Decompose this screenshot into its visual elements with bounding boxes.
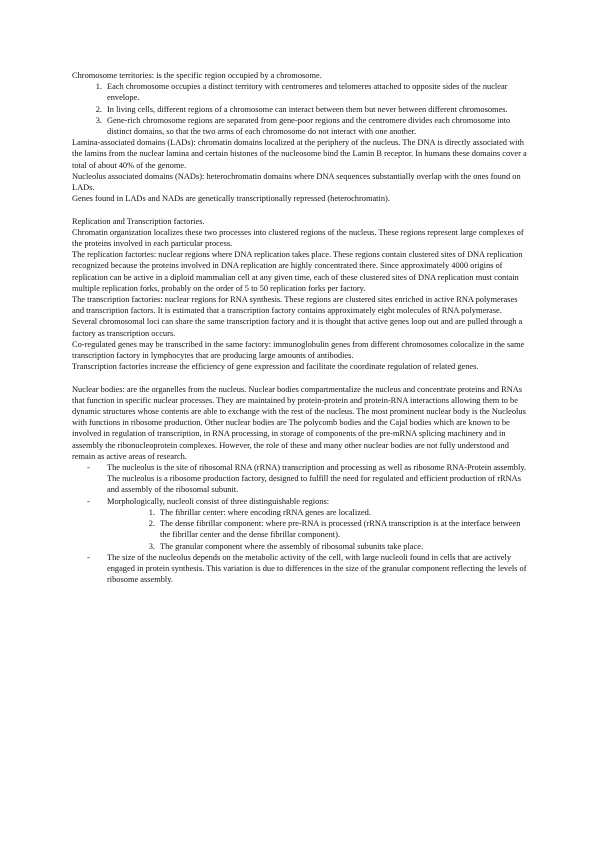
list-item: 3. Gene-rich chromosome regions are separated from gene-poor regions and the centromere divides each chromosome into distinct domains, so that the two arms of each chromosome do not interact with one another. xyxy=(95,115,511,137)
document-body xyxy=(72,70,528,585)
nuclear-bodies-intro: Nuclear bodies: are the organelles from the nucleus. Nuclear bodies compartmentalize the nucleus and concentrate proteins and RNAs that function in specific nuclear processes. They are maintained by protein-protein and protein-RNA interactions allowing them to be dynamic structures whose contents are able to exchange with the rest of the nucleus. The most prominent nuclear body is the Nucleolus with functions in ribosome production. Other nuclear bodies are The polycomb bodies and the Cajal bodies which are known to be involved in regulation of transcription, in RNA processing, in storage of components of the pre-mRNA splicing machinery and in assembly the ribonucleoprotein complexes. However, the role of these and many other nuclear bodies are not fully understood and remain as active areas of research. xyxy=(72,384,526,461)
list-item: - Morphologically, nucleoli consist of three distinguishable regions: xyxy=(87,496,330,506)
replication-p5: Transcription factories increase the efficiency of gene expression and facilitate the coordinate regulation of related genes. xyxy=(72,362,479,372)
list-item: - The nucleolus is the site of ribosomal RNA (rRNA) transcription and processing as well as ribosome RNA-Protein assembly. The nucleolus is a ribosome production factory, designed to fulfill the need for regulated and efficient production of rRNAs and assembly of the ribosomal subunit. xyxy=(87,463,527,495)
nuclear-bodies-list-cont xyxy=(72,552,528,586)
lads-paragraph: Lamina-associated domains (LADs): chromatin domains localized at the periphery of the nucleus. The DNA is directly associated with the lamins from the nuclear lamina and certain histones of the nucleosome bind the Lamin B receptor. In humans these domains cover a total of about 40% of the genome. xyxy=(72,138,527,170)
repressed-paragraph: Genes found in LADs and NADs are genetically transcriptionally repressed (heterochromatin). xyxy=(72,194,390,204)
chromosome-territories-list xyxy=(72,81,528,137)
replication-heading: Replication and Transcription factories. xyxy=(72,216,205,226)
nucleoli-regions-list xyxy=(72,507,528,552)
nuclear-bodies-list xyxy=(72,462,528,507)
list-item: 2. In living cells, different regions of a chromosome can interact between them but never between different chromosomes. xyxy=(95,104,508,114)
replication-p3: The transcription factories: nuclear regions for RNA synthesis. These regions are clustered sites enriched in active RNA polymerases and transcription factors. It is estimated that a transcription factory contains approximately eight molecules of RNA polymerase. Several chromosomal loci can share the same transcription factory and it is thought that active genes loop out and are pulled through a factory as transcription occurs. xyxy=(72,295,523,338)
list-item: 2. The dense fibrillar component: where pre-RNA is processed (rRNA transcription is at the interface between the fibrillar center and the dense fibrillar component). xyxy=(148,519,521,540)
list-item: 3. The granular component where the assembly of ribosomal subunits take place. xyxy=(148,541,424,551)
list-item: 1. Each chromosome occupies a distinct territory with centromeres and telomeres attached to opposite sides of the nuclear envelope. xyxy=(95,82,508,103)
replication-p1: Chromatin organization localizes these two processes into clustered regions of the nucleus. These regions represent large complexes of the proteins involved in each particular process. xyxy=(72,227,524,249)
nads-paragraph: Nucleolus associated domains (NADs): heterochromatin domains where DNA sequences substantially overlap with the ones found on LADs. xyxy=(72,171,521,193)
replication-p2: The replication factories: nuclear regions where DNA replication takes place. These regions contain clustered sites of DNA replication recognized because the proteins involved in DNA replication are highly concentrated there. Since approximately 4000 origins of replication can be active in a diploid mammalian cell at any given time, each of these clustered sites of DNA replication must contain multiple replication forks, probably on the order of 5 to 50 replication forks per factory. xyxy=(72,250,523,293)
list-item: - The size of the nucleolus depends on the metabolic activity of the cell, with large nucleoli found in cells that are actively engaged in protein synthesis. This variation is due to differences in the size of the granular component reflecting the levels of ribosome assembly. xyxy=(87,552,527,585)
replication-p4: Co-regulated genes may be transcribed in the same factory: immunoglobulin genes from different chromosomes colocalize in the same transcription factory in lymphocytes that are producing large amounts of antibodies. xyxy=(72,339,525,361)
list-item: 1. The fibrillar center: where encoding rRNA genes are localized. xyxy=(148,507,371,517)
chromosome-territories-intro: Chromosome territories: is the specific region occupied by a chromosome. xyxy=(72,71,322,80)
